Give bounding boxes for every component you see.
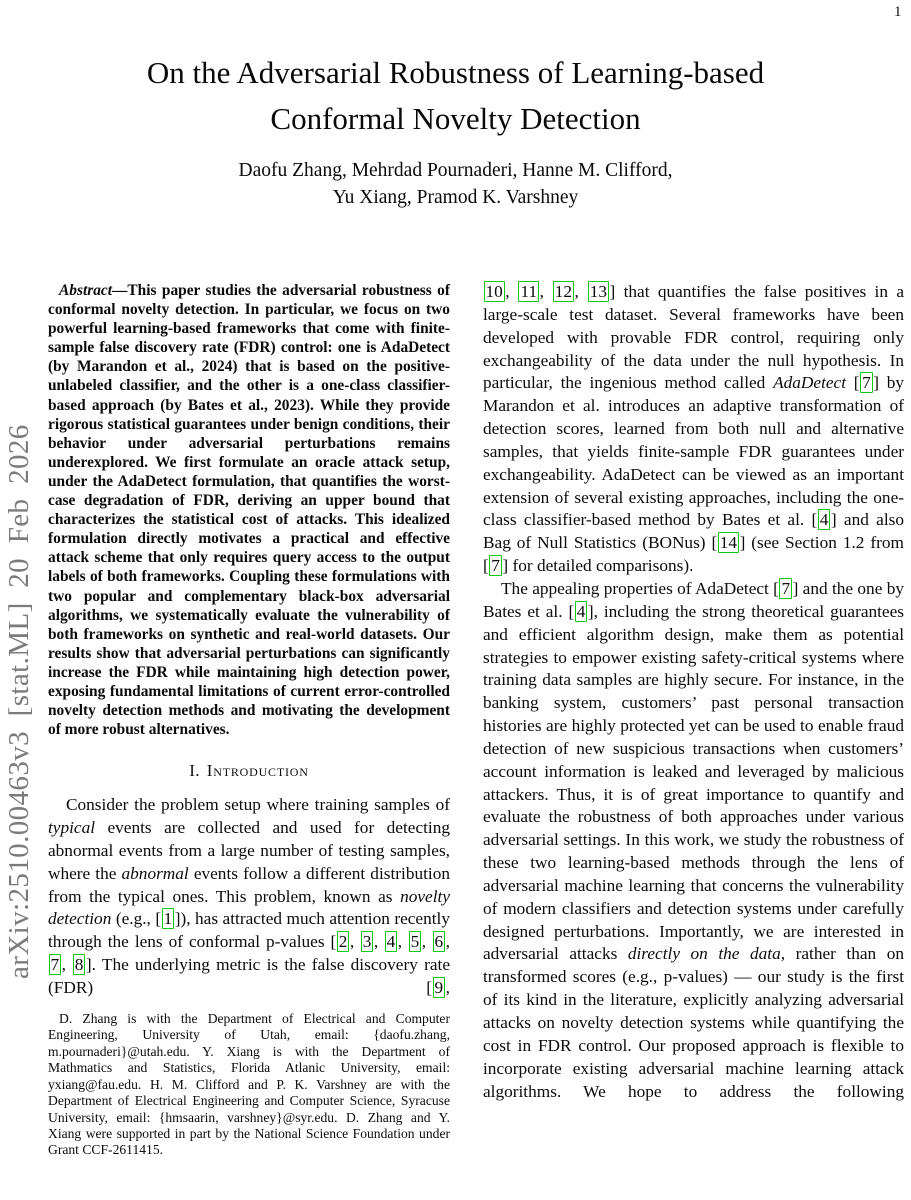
citation-link[interactable]: 1 [163, 909, 173, 929]
citation-link[interactable]: 7 [50, 955, 60, 975]
citation-link[interactable]: 3 [362, 932, 372, 952]
right-column [483, 281, 904, 1103]
citation-link[interactable]: 14 [719, 533, 738, 553]
intro-paragraph-2: The appealing properties of AdaDetect [ 7 ] and the one by Bates et al. [ 4 ], including the strong theoretical guarantees and efficient algorithm design, make them as potential strategies to empower existing safety-critical systems where training data samples are highly secure. For instance, in the banking system, customers’ past personal transaction histories are highly protected yet can be used to enable fraud detection of new suspicious transactions when customers’ account information is leaked and leveraged by malicious attackers. Thus, it is of great importance to quantify and evaluate the robustness of both approaches under various adversarial settings. In this work, we study the robustness of these two learning-based methods through the lens of adversarial machine learning that concerns the vulnerability of modern classifiers and detection systems under carefully designed perturbations. Importantly, we are interested in adversarial attacks directly on the data, rather than on transformed scores (e.g., p-values) — our study is the first of its kind in the literature, explicitly analyzing adversarial attacks on novelty detection systems while quantifying the cost in FDR control. Our proposed approach is flexible to incorporate existing adversarial machine learning attack algorithms. We hope to address the following [483, 578, 905, 1101]
citation-link[interactable]: 13 [589, 282, 607, 301]
intro-paragraph-right-fragment: 10 , 11 , 12 , 13 ] that quantifies the false positives in a large-scale test dataset. Several frameworks have been developed with provable FDR control, requiring only exchangeability of the data under the null hypothesis. In particular, the ingenious method called AdaDetect [ 7 ] by Marandon et al. introduces an adaptive transformation of detection scores, learned from both null and alternative samples, that yields finite-sample FDR guarantees under exchangeability. AdaDetect can be viewed as an important extension of several existing approaches, including the one-class classifier-based method by Bates et al. [ 4 ] and also Bag of Null Statistics (BONus) [ 14 ] (see Section 1.2 from [ 7 ] for detailed comparisons). [483, 282, 905, 576]
citation-link[interactable]: 8 [74, 955, 84, 975]
citation-link[interactable]: 7 [781, 578, 791, 598]
abstract-label: Abstract [59, 282, 113, 299]
arxiv-watermark: arXiv:2510.00463v3 [stat.ML] 20 Feb 2026 [3, 424, 35, 979]
section-heading-introduction [48, 761, 450, 781]
citation-link[interactable]: 10 [485, 282, 503, 301]
abstract-text: —This paper studies the adversarial robustness of conformal novelty detection. In particular, we focus on two powerful learning-based frameworks that come with finite-sample false discovery rate (FDR) control: one is AdaDetect (by Marandon et al., 2024) that is based on the positive-unlabeled classifier, and the other is a one-class classifier-based approach (by Bates et al., 2023). While they provide rigorous statistical guarantees under benign conditions, their behavior under adversarial perturbations remains underexplored. We first formulate an oracle attack setup, under the AdaDetect formulation, that quantifies the worst-case degradation of FDR, deriving an upper bound that characterizes the statistical cost of attacks. This idealized formulation directly motivates a practical and effective attack scheme that only requires query access to the output labels of both frameworks. Coupling these formulations with two popular and complementary black-box adversarial algorithms, we systematically evaluate the vulnerability of both frameworks on synthetic and real-world datasets. Our results show that adversarial perturbations can significantly increase the FDR while maintaining high detection power, exposing fundamental limitations of current error-controlled novelty detection methods and motivating the development of more robust alternatives. [48, 282, 450, 739]
paper-authors-line-1: Daofu Zhang, Mehrdad Pournaderi, Hanne M. Clifford, [238, 160, 673, 181]
section-title: Introduction [206, 761, 309, 781]
intro-paragraph-left-fragment: Consider the problem setup where training samples of typical events are collected and used for detecting abnormal events from a large number of testing samples, where the abnormal events follow a different distribution from the typical ones. This problem, known as novelty detection (e.g., [ 1 ]), has attracted much attention recently through the lens of conformal p-values [ 2 , 3 , 4 , 5 , 6 , 7 , 8 ]. The underlying metric is the false discovery rate (FDR) [ 9 , [48, 795, 451, 997]
citation-link[interactable]: 12 [554, 282, 573, 301]
citation-link[interactable]: 6 [434, 932, 444, 952]
paper-title [0, 50, 911, 142]
citation-link[interactable]: 9 [434, 978, 444, 997]
citation-link[interactable]: 7 [491, 556, 500, 576]
section-number: I. [189, 761, 200, 781]
citation-link[interactable]: 5 [410, 932, 420, 952]
citation-link[interactable]: 4 [576, 601, 586, 621]
citation-link[interactable]: 4 [386, 932, 396, 952]
paper-authors-line-2: Yu Xiang, Pramod K. Varshney [332, 187, 579, 208]
paper-title-line-1: On the Adversarial Robustness of Learning-based [146, 55, 765, 90]
citation-link[interactable]: 7 [862, 373, 871, 393]
citation-link[interactable]: 11 [520, 282, 538, 301]
abstract-paragraph [48, 281, 450, 739]
citation-link[interactable]: 2 [338, 932, 348, 952]
citation-link[interactable]: 4 [819, 510, 829, 530]
author-footnote: D. Zhang is with the Department of Electrical and Computer Engineering, University of Utah, email: {daofu.zhang, m.pournaderi}@utah.edu. Y. Xiang is with the Department of Mathmatics and Statistics, Florida Atlanic University, email: yxiang@fau.edu. H. M. Clifford and P. K. Varshney are with the Department of Electrical Engineering and Computer Science, Syracuse University, email: {hmsaarin, varshney}@syr.edu. D. Zhang and Y. Xiang were supported in part by the National Science Foundation under Grant CCF-2611415. [48, 1010, 450, 1158]
paper-title-line-2: Conformal Novelty Detection [270, 101, 641, 136]
left-column [48, 281, 450, 1159]
page-number: 1 [894, 4, 902, 20]
paper-authors [0, 157, 911, 211]
